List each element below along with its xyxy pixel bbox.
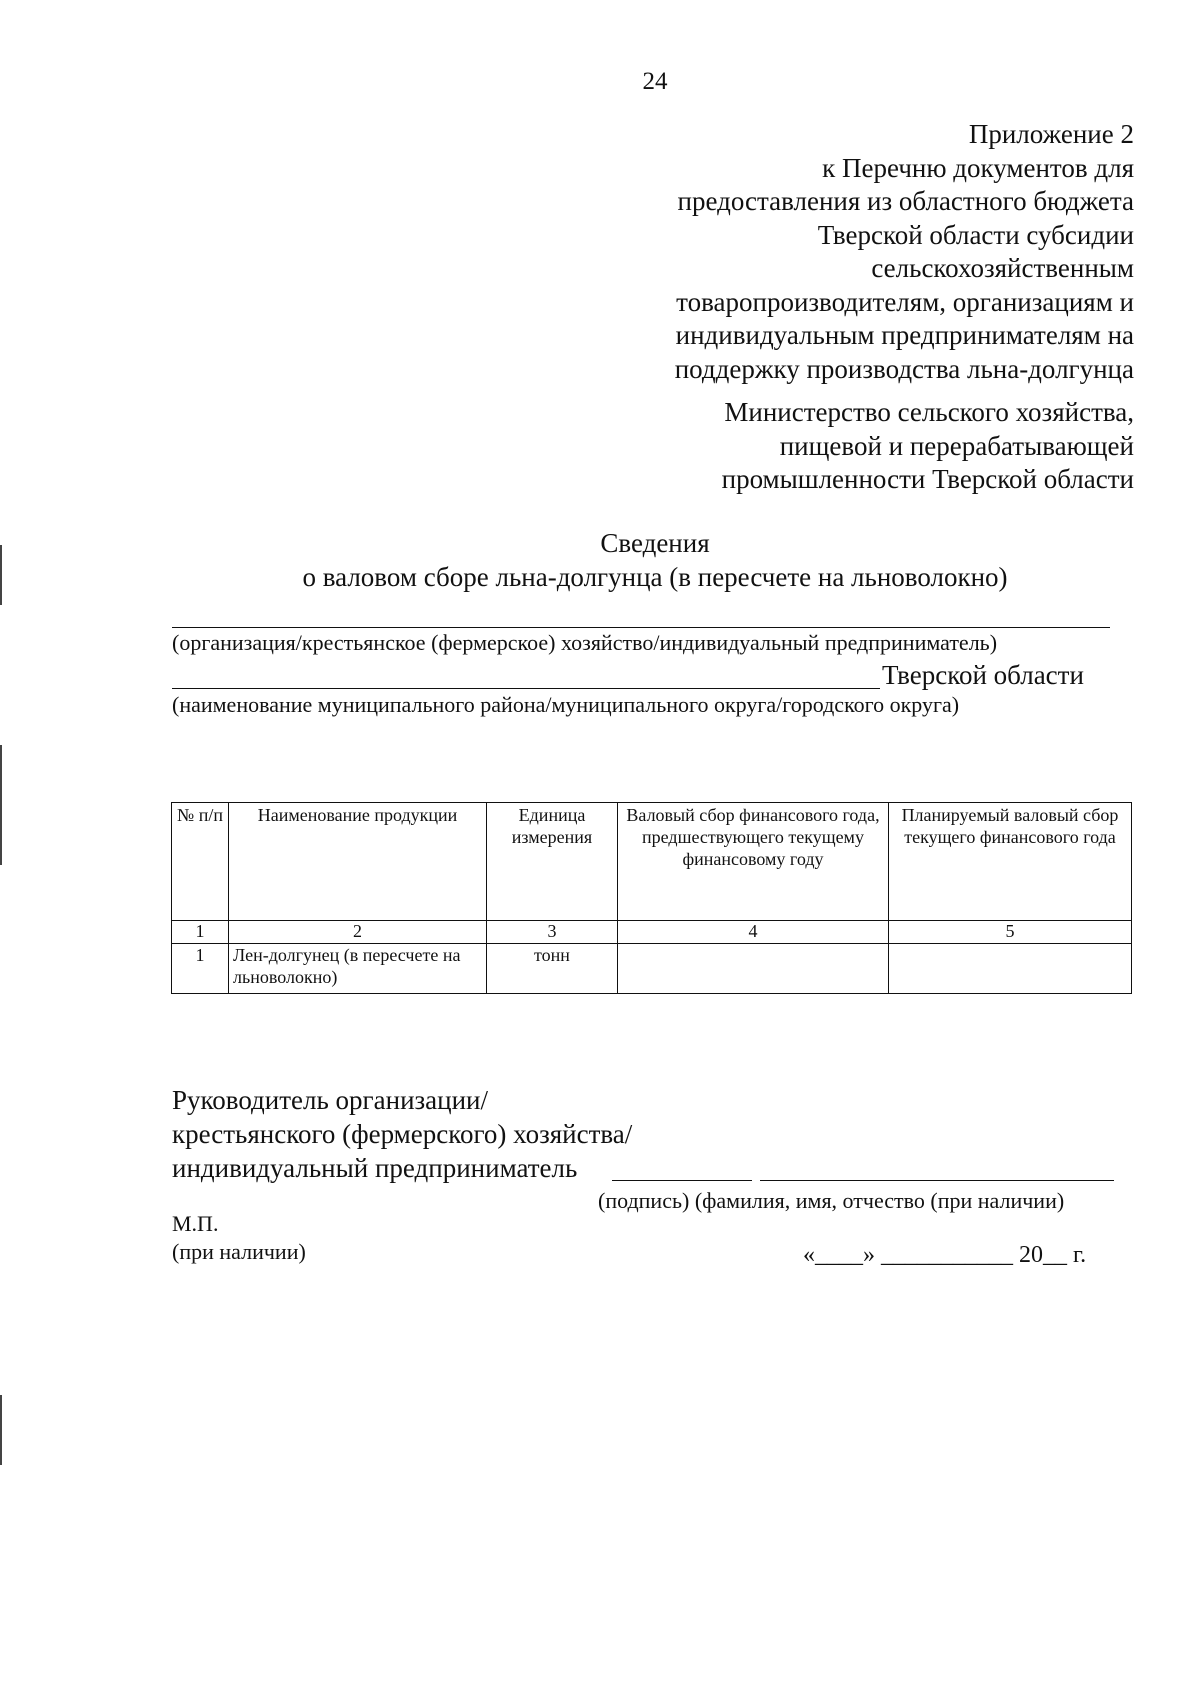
column-number: 1 <box>172 921 229 944</box>
row-unit: тонн <box>487 944 618 994</box>
date-field[interactable]: «____» ___________ 20__ г. <box>803 1242 1087 1268</box>
stamp-label: М.П. <box>172 1211 219 1236</box>
addressee-line: пищевой и перерабатывающей <box>779 430 1134 461</box>
district-fill-line[interactable] <box>172 688 880 689</box>
signer-line: крестьянского (фермерского) хозяйства/ <box>172 1119 633 1149</box>
document-title: Сведения <box>600 528 710 558</box>
signature-hint: (подпись) (фамилия, имя, отчество (при наличии) <box>598 1188 1065 1213</box>
appendix-line: предоставления из областного бюджета <box>677 186 1134 216</box>
appendix-line: Приложение 2 <box>968 119 1134 149</box>
header-product-name: Наименование продукции <box>229 803 487 921</box>
appendix-line: поддержку производства льна-долгунца <box>674 353 1134 384</box>
column-number: 4 <box>618 921 889 944</box>
district-hint: (наименование муниципального района/муниципального округа/городского округа) <box>172 692 960 717</box>
appendix-line: товаропроизводителям, организациям и <box>676 286 1134 317</box>
row-product-name: Лен-долгунец (в пересчете на льноволокно) <box>229 944 487 994</box>
gross-harvest-table <box>171 802 1132 994</box>
signer-line: Руководитель организации/ <box>172 1085 489 1115</box>
column-number: 3 <box>487 921 618 944</box>
organization-fill-line[interactable] <box>172 627 1110 628</box>
row-previous-year-value[interactable] <box>618 944 889 994</box>
appendix-line: индивидуальным предпринимателям на <box>675 320 1134 350</box>
appendix-line: к Перечню документов для <box>822 152 1134 183</box>
row-number: 1 <box>172 944 229 994</box>
addressee-line: промышленности Тверской области <box>721 464 1134 494</box>
scan-margin-mark <box>0 1395 2 1465</box>
table-row <box>172 944 1132 994</box>
header-planned-harvest: Планируемый валовый сбор текущего финансового года <box>889 803 1132 921</box>
column-number: 5 <box>889 921 1132 944</box>
addressee-line: Министерство сельского хозяйства, <box>724 397 1134 427</box>
header-number: № п/п <box>172 803 229 921</box>
appendix-line: сельскохозяйственным <box>871 253 1134 283</box>
scan-margin-mark <box>0 745 2 865</box>
full-name-fill-line[interactable] <box>760 1180 1114 1181</box>
appendix-block <box>574 118 1134 386</box>
stamp-block <box>172 1210 306 1266</box>
page-number: 24 <box>642 68 668 95</box>
signature-fill-line[interactable] <box>612 1180 752 1181</box>
document-subtitle: о валовом сборе льна-долгунца (в пересчете на льноволокно) <box>302 562 1008 592</box>
table-header-row <box>172 803 1132 921</box>
header-previous-year-harvest: Валовый сбор финансового года, предшествующего текущему финансовому году <box>618 803 889 921</box>
organization-hint: (организация/крестьянское (фермерское) хозяйство/индивидуальный предприниматель) <box>172 630 998 655</box>
region-suffix: Тверской области <box>882 660 1084 690</box>
column-number-row <box>172 921 1132 944</box>
header-unit: Единица измерения <box>487 803 618 921</box>
column-number: 2 <box>229 921 487 944</box>
stamp-note: (при наличии) <box>172 1239 306 1264</box>
appendix-line: Тверской области субсидии <box>817 219 1134 250</box>
signer-line: индивидуальный предприниматель <box>172 1153 578 1183</box>
signer-block <box>172 1083 632 1185</box>
addressee-block <box>574 396 1134 497</box>
row-planned-value[interactable] <box>889 944 1132 994</box>
scan-margin-mark <box>0 545 2 605</box>
